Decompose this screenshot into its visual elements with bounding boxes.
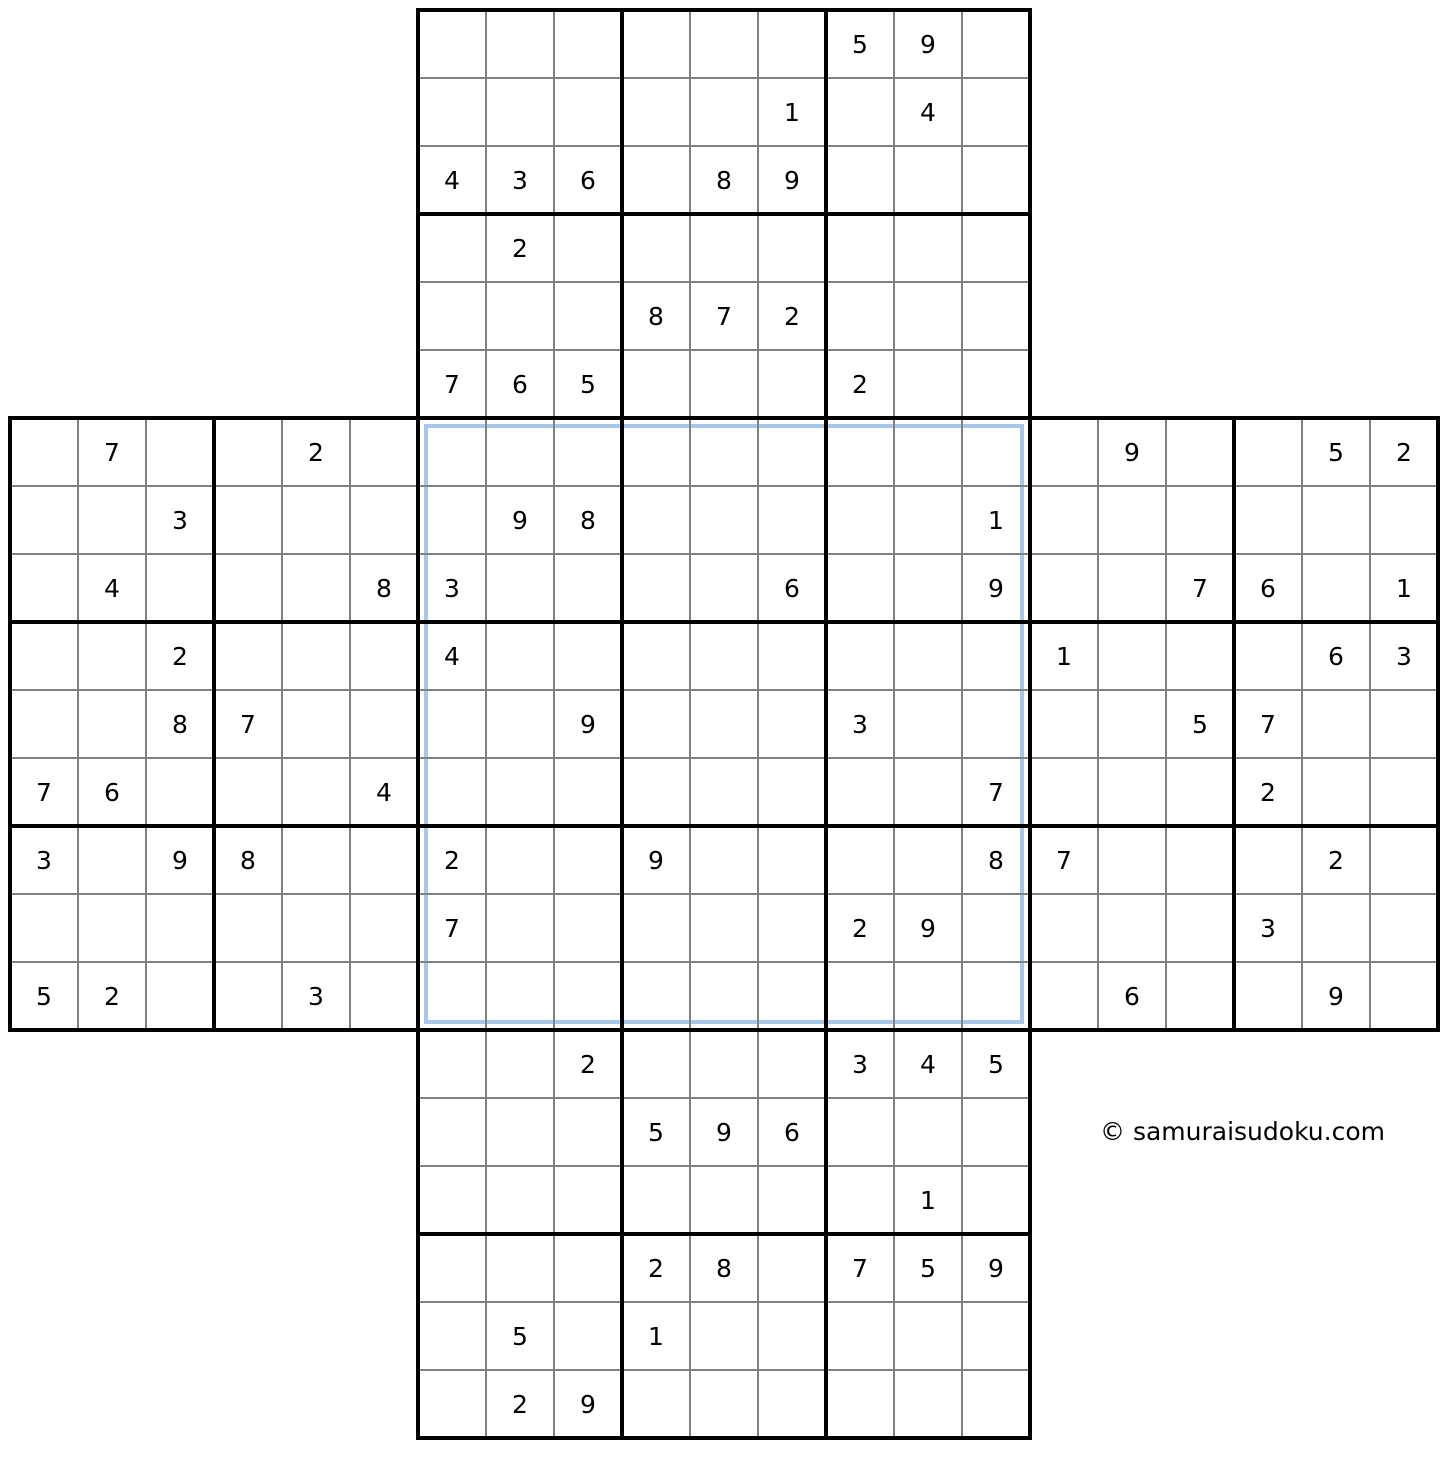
given-digit: 5: [648, 1118, 664, 1147]
given-digit: 9: [1328, 982, 1344, 1011]
given-digit: 4: [444, 642, 460, 671]
given-digit: 2: [852, 914, 868, 943]
given-digit: 7: [852, 1254, 868, 1283]
given-digit: 9: [920, 30, 936, 59]
given-digit: 7: [36, 778, 52, 807]
given-digit: 3: [444, 574, 460, 603]
given-digit: 5: [36, 982, 52, 1011]
given-digit: 7: [988, 778, 1004, 807]
given-digit: 9: [716, 1118, 732, 1147]
given-digit: 5: [1328, 438, 1344, 467]
given-digit: 5: [852, 30, 868, 59]
given-digit: 6: [1124, 982, 1140, 1011]
given-digit: 4: [444, 166, 460, 195]
given-digit: 8: [716, 1254, 732, 1283]
given-digit: 8: [376, 574, 392, 603]
given-digit: 2: [1396, 438, 1412, 467]
given-digit: 2: [512, 1390, 528, 1419]
given-digit: 9: [988, 574, 1004, 603]
given-digit: 3: [1260, 914, 1276, 943]
given-digit: 9: [784, 166, 800, 195]
given-digit: 3: [1396, 642, 1412, 671]
given-digit: 1: [784, 98, 800, 127]
given-digit: 2: [1328, 846, 1344, 875]
given-digit: 6: [512, 370, 528, 399]
given-digit: 2: [512, 234, 528, 263]
given-digit: 2: [1260, 778, 1276, 807]
given-digit: 2: [784, 302, 800, 331]
given-digit: 6: [1260, 574, 1276, 603]
given-digit: 3: [36, 846, 52, 875]
given-digit: 8: [240, 846, 256, 875]
given-digit: 9: [1124, 438, 1140, 467]
given-digit: 3: [308, 982, 324, 1011]
given-digit: 7: [104, 438, 120, 467]
given-digit: 8: [988, 846, 1004, 875]
given-digit: 5: [512, 1322, 528, 1351]
given-digit: 7: [1260, 710, 1276, 739]
given-digit: 9: [580, 1390, 596, 1419]
given-digit: 9: [512, 506, 528, 535]
given-digit: 2: [852, 370, 868, 399]
given-digit: 4: [920, 98, 936, 127]
given-digit: 5: [580, 370, 596, 399]
given-digit: 6: [580, 166, 596, 195]
given-digit: 8: [648, 302, 664, 331]
given-digit: 7: [444, 370, 460, 399]
given-digit: 4: [104, 574, 120, 603]
given-digit: 8: [716, 166, 732, 195]
copyright-notice: © samuraisudoku.com: [1100, 1117, 1385, 1146]
given-digit: 5: [1192, 710, 1208, 739]
given-digit: 1: [648, 1322, 664, 1351]
given-digit: 1: [988, 506, 1004, 535]
given-digit: 3: [512, 166, 528, 195]
given-digit: 3: [852, 1050, 868, 1079]
given-digit: 1: [1396, 574, 1412, 603]
given-digit: 2: [104, 982, 120, 1011]
given-digit: 2: [580, 1050, 596, 1079]
given-digit: 2: [308, 438, 324, 467]
given-digit: 1: [1056, 642, 1072, 671]
given-digit: 6: [1328, 642, 1344, 671]
given-digit: 6: [104, 778, 120, 807]
given-digit: 4: [376, 778, 392, 807]
given-digit: 3: [172, 506, 188, 535]
given-digit: 6: [784, 574, 800, 603]
given-digit: 8: [580, 506, 596, 535]
given-digit: 8: [172, 710, 188, 739]
thin-grid-lines: [10, 10, 1438, 1438]
given-digit: 7: [716, 302, 732, 331]
given-digit: 9: [920, 914, 936, 943]
given-digit: 3: [852, 710, 868, 739]
given-digit: 2: [444, 846, 460, 875]
given-digit: 7: [444, 914, 460, 943]
given-digit: 4: [920, 1050, 936, 1079]
given-digit: 5: [988, 1050, 1004, 1079]
given-digit: 6: [784, 1118, 800, 1147]
given-digit: 1: [920, 1186, 936, 1215]
given-digit: 9: [172, 846, 188, 875]
given-digit: 7: [240, 710, 256, 739]
given-digit: 7: [1192, 574, 1208, 603]
given-digit: 9: [988, 1254, 1004, 1283]
given-digit: 2: [172, 642, 188, 671]
given-digit: 9: [580, 710, 596, 739]
given-digit: 7: [1056, 846, 1072, 875]
given-digit: 2: [648, 1254, 664, 1283]
thick-grid-lines: [10, 10, 1438, 1438]
given-digit: 9: [648, 846, 664, 875]
given-digits: [36, 30, 1412, 1419]
given-digit: 5: [920, 1254, 936, 1283]
